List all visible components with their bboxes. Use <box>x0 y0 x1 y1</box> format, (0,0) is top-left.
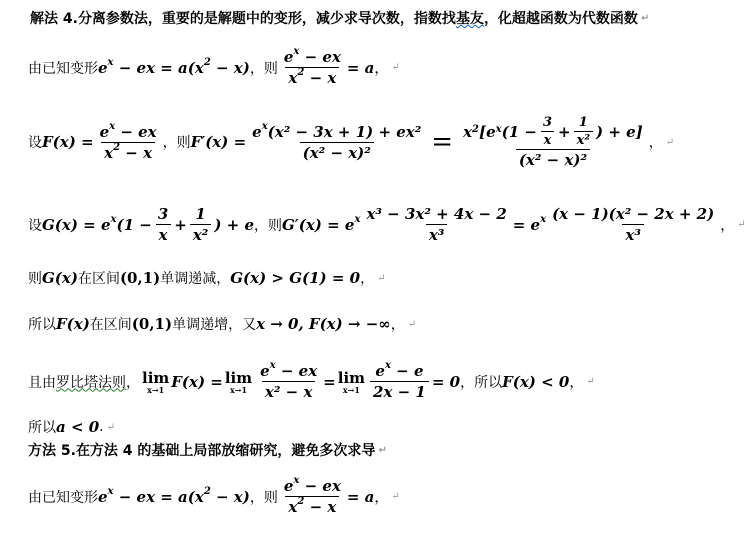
method4-heading <box>30 8 649 28</box>
G-frac-2: $\frac{1}{\text{x²}}$ <box>190 205 212 244</box>
paragraph-mark-icon: ↵ <box>407 318 417 330</box>
paragraph-mark-icon: ↵ <box>391 491 400 502</box>
G-prime: $G'(x) = e^x$ <box>282 213 361 234</box>
interval: (0,1) <box>119 269 161 287</box>
known-text: 由已知变形 <box>28 60 98 77</box>
conclusion-line: 所以 a < 0 . ↵ <box>28 418 116 436</box>
interval: (0,1) <box>131 315 173 333</box>
F-fraction: $\frac{e^x - ex}{x^2 - x}$ <box>99 120 157 162</box>
G-prime-frac-2: $\frac{\text{(x − 1)(x² − 2x + 2)}}{\text{x³}}$ <box>552 205 715 244</box>
method4-body: 分离参数法，重要的是解题中的变形，减少求导次数，指数找 <box>77 11 456 27</box>
F-prime: F′(x) = <box>190 133 247 151</box>
known-transform-line: 由已知变形 $e^x$ − ex = $a(x^2 - x)$ ，则 $\frac{e^x - ex}{x^2 - x}$ = a ， ↵ <box>28 46 400 87</box>
method5-prefix: 方法 5. <box>28 443 76 459</box>
G-decreasing-line: 则 G(x) 在区间 (0,1) 单调递减， G(x) > G(1) = 0 ， ↵ <box>28 269 386 287</box>
known-then: ，则 <box>249 60 278 77</box>
paragraph-mark-icon: ↵ <box>586 376 595 387</box>
method5-body: 在方法 4 的基础上局部放缩研究，避免多次求导 <box>75 443 376 459</box>
G-of-x: G(x) <box>42 269 78 287</box>
known-equation: $e^x$ − ex = $a(x^2 - x)$ <box>98 56 250 77</box>
G-inequality: G(x) > G(1) = 0 <box>230 269 361 287</box>
paragraph-mark-icon: ↵ <box>665 136 675 148</box>
F-negative: F(x) < 0 <box>502 372 570 391</box>
F-definition-line: 设 F(x) = $\frac{e^x - ex}{x^2 - x}$ ，则 F′(x) = $\frac{e^x(x^2 - 3x + 1) + ex^2}{\text{(x² − x)²}}$ = x $^2$ [e $^x$ (1 − $\frac{3}{x}$ + $\frac{1}{\text{x²}}$ ) + e] (x² − x)² ， ↵ <box>28 115 675 169</box>
lim-2: lim x→1 <box>224 368 253 395</box>
F-prime-fraction: $\frac{e^x(x^2 - 3x + 1) + ex^2}{\text{(x² − x)²}}$ <box>252 120 422 162</box>
paragraph-mark-icon: ↵ <box>737 219 746 230</box>
lhopital-frac-2: $\frac{e^x - e}{2x - 1}$ <box>370 362 429 401</box>
known-rhs: = a <box>346 58 375 77</box>
known-fraction-2: $\frac{e^x - ex}{x^2 - x}$ <box>283 475 341 516</box>
known-transform-line-2: 由已知变形 $e^x$ − ex = $a(x^2 - x)$ ，则 $\frac{e^x - ex}{x^2 - x}$ = a ， ↵ <box>28 475 400 516</box>
paragraph-mark-icon: ↵ <box>106 421 116 433</box>
G-definition-line: 设 $G(x) = e^x(1$ − $\frac{3}{x}$ + $\frac{1}{\text{x²}}$ ) + e ，则 $G'(x) = e^x$ $\frac{\text{x³ − 3x² + 4x − 2}}{\text{x³}}$ = $e^x$ $\frac{\text{(x − 1)(x² − 2x + 2)}}{\text{x³}}$ ， ↵ <box>28 205 746 244</box>
method5-heading <box>28 440 387 460</box>
lim-3: lim x→1 <box>337 368 366 395</box>
lhopital-line: 且由 罗比塔法则 ， lim x→1 F(x) = lim x→1 $\frac{e^x - ex}{\text{x² − x}}$ = lim x→1 $\frac{e^x - e}{2x - 1}$ = 0 ，所以 F(x) < 0 ， ↵ <box>28 360 595 401</box>
method4-underlined: 基友 <box>455 11 484 27</box>
G-prime-frac-1: $\frac{\text{x³ − 3x² + 4x − 2}}{\text{x³}}$ <box>366 205 507 244</box>
F-increasing-line: 所以 F(x) 在区间 (0,1) 单调递增，又 x → 0, F(x) → −∞ ， ↵ <box>28 315 417 333</box>
F-def: F(x) = <box>42 133 94 151</box>
paragraph-mark-icon: ↵ <box>377 272 386 284</box>
G-frac-1: $\frac{3}{x}$ <box>155 205 171 244</box>
paragraph-mark-icon: ↵ <box>378 444 387 456</box>
G-def: $G(x) = e^x(1$ − <box>42 213 152 234</box>
lhopital-frac-1: $\frac{e^x - ex}{\text{x² − x}}$ <box>260 360 318 401</box>
paragraph-mark-icon: ↵ <box>391 62 400 73</box>
F-limit: x → 0, F(x) → −∞ <box>256 315 391 333</box>
lhopital-rule: 罗比塔法则 <box>56 374 126 391</box>
paragraph-mark-icon: ↵ <box>640 12 650 24</box>
known-fraction: $\frac{e^x - ex}{x^2 - x}$ <box>283 46 341 87</box>
method4-prefix: 解法 4. <box>30 11 78 27</box>
F-prime-fraction-2: x $^2$ [e $^x$ (1 − $\frac{3}{x}$ + $\frac{1}{\text{x²}}$ ) + e] (x² − x)² <box>463 115 643 169</box>
a-negative: a < 0 <box>56 418 100 436</box>
method4-tail: ，化超越函数为代数函数 <box>483 11 638 27</box>
F-of-x: F(x) <box>56 315 90 333</box>
lim-1: lim x→1 <box>142 368 170 395</box>
